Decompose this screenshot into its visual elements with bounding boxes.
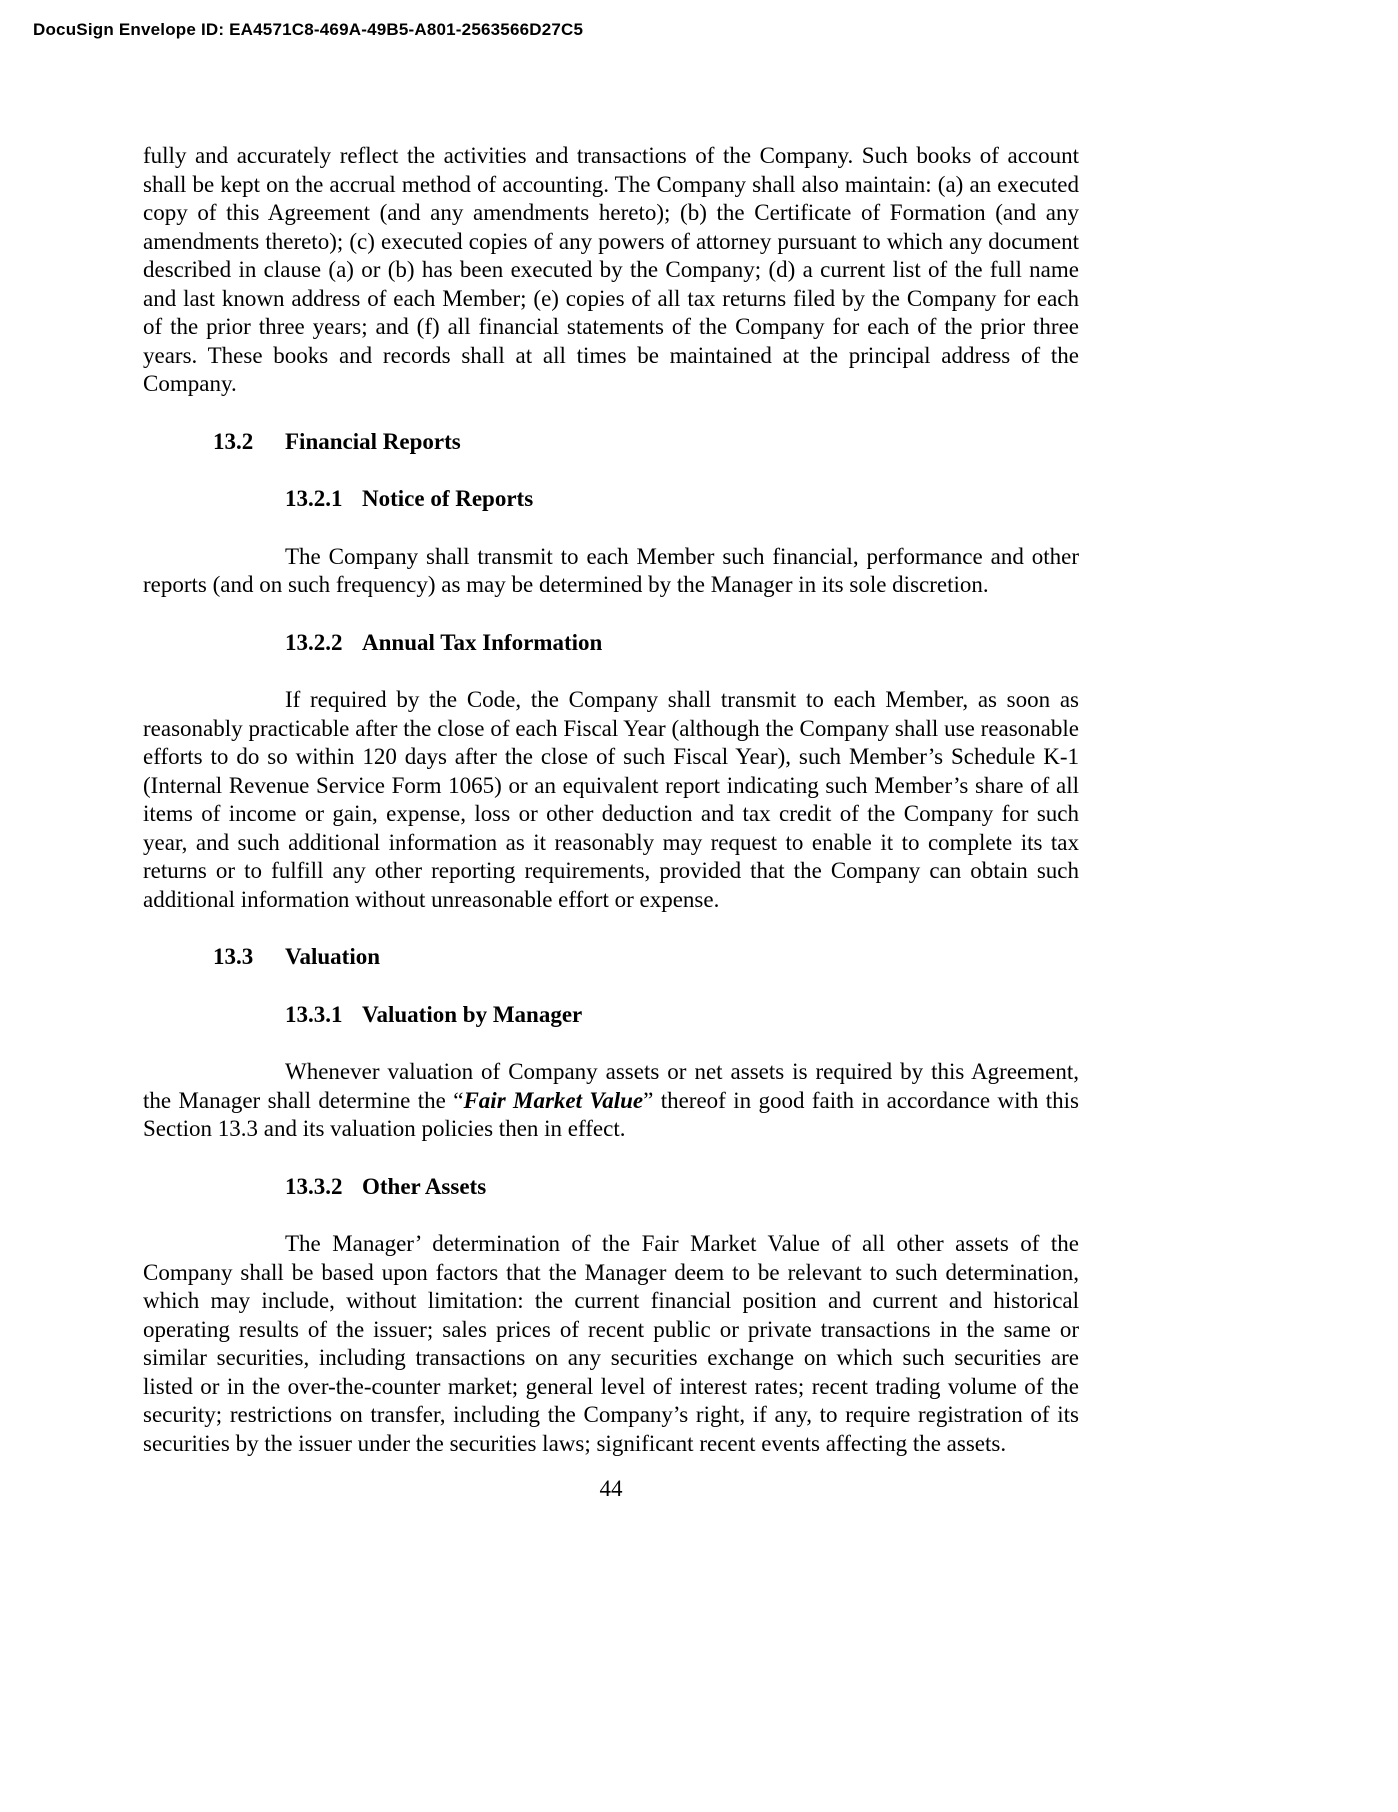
paragraph-valuation-by-manager <box>143 1058 1079 1144</box>
heading-13-2-financial-reports <box>213 428 1079 457</box>
subsection-number: 13.3.2 <box>285 1173 343 1199</box>
heading-13-3-valuation <box>213 943 1079 972</box>
docusign-envelope-id: DocuSign Envelope ID: EA4571C8-469A-49B5-A801-2563566D27C5 <box>33 20 584 39</box>
subsection-number: 13.2.2 <box>285 629 343 655</box>
section-number: 13.2 <box>213 428 254 454</box>
heading-13-3-2-other-assets <box>285 1173 1079 1202</box>
document-body <box>143 142 1079 1458</box>
paragraph-notice-of-reports: The Company shall transmit to each Member such financial, performance and other reports (and on such frequency) as may be determined by the Manager in its sole discretion. <box>143 543 1079 597</box>
heading-13-2-2-annual-tax-information <box>285 629 1079 658</box>
paragraph-books-and-records: fully and accurately reflect the activities and transactions of the Company. Such books of account shall be kept on the accrual method of accounting. The Company shall also maintain: (a) an executed copy of this Agreement (and any amendments hereto); (b) the Certificate of Formation (and any amendments thereto); (c) executed copies of any powers of attorney pursuant to which any document described in clause (a) or (b) has been executed by the Company; (d) a current list of the full name and last known address of each Member; (e) copies of all tax returns filed by the Company for each of the prior three years; and (f) all financial statements of the Company for each of the prior three years. These books and records shall at all times be maintained at the principal address of the Company. <box>143 143 1079 396</box>
subsection-title: Other Assets <box>362 1173 487 1199</box>
subsection-number: 13.2.1 <box>285 486 343 511</box>
fair-market-value-emphasis: Fair Market Value <box>463 1087 644 1113</box>
paragraph-text: ” thereof in good faith in accordance with this Section 13.3 and its valuation policies then in effect. <box>143 1087 1079 1141</box>
section-number: 13.3 <box>213 944 254 969</box>
heading-13-2-1-notice-of-reports <box>285 485 1079 514</box>
paragraph-annual-tax-information: If required by the Code, the Company shall transmit to each Member, as soon as reasonably practicable after the close of each Fiscal Year (although the Company shall use reasonable efforts to do so within 120 days after the close of such Fiscal Year), such Member’s Schedule K-1 (Internal Revenue Service Form 1065) or an equivalent report indicating such Member’s share of all items of income or gain, expense, loss or other deduction and tax credit of the Company for such year, and such additional information as it reasonably may request to enable it to complete its tax returns or to fulfill any other reporting requirements, provided that the Company can obtain such additional information without unreasonable effort or expense. <box>143 687 1079 912</box>
section-title: Valuation <box>285 944 381 969</box>
paragraph-text: Whenever valuation of Company assets or net assets is required by this Agreement, the Manager shall determine the “ <box>143 1059 1079 1113</box>
paragraph-other-assets: The Manager’ determination of the Fair Market Value of all other assets of the Company shall be based upon factors that the Manager deem to be relevant to such determination, which may include, without limitation: the current financial position and current and historical operating results of the issuer; sales prices of recent public or private transactions in the same or similar securities, including transactions on any securities exchange on which such securities are listed or in the over-the-counter market; general level of interest rates; recent trading volume of the security; restrictions on transfer, including the Company’s right, if any, to require registration of its securities by the issuer under the securities laws; significant recent events affecting the assets. <box>143 1231 1079 1456</box>
subsection-title: Notice of Reports <box>362 486 534 511</box>
subsection-title: Annual Tax Information <box>362 629 603 655</box>
subsection-title: Valuation by Manager <box>362 1001 583 1027</box>
page-number: 44 <box>599 1476 623 1501</box>
heading-13-3-1-valuation-by-manager <box>285 1001 1079 1030</box>
subsection-number: 13.3.1 <box>285 1001 343 1027</box>
section-title: Financial Reports <box>285 428 461 454</box>
